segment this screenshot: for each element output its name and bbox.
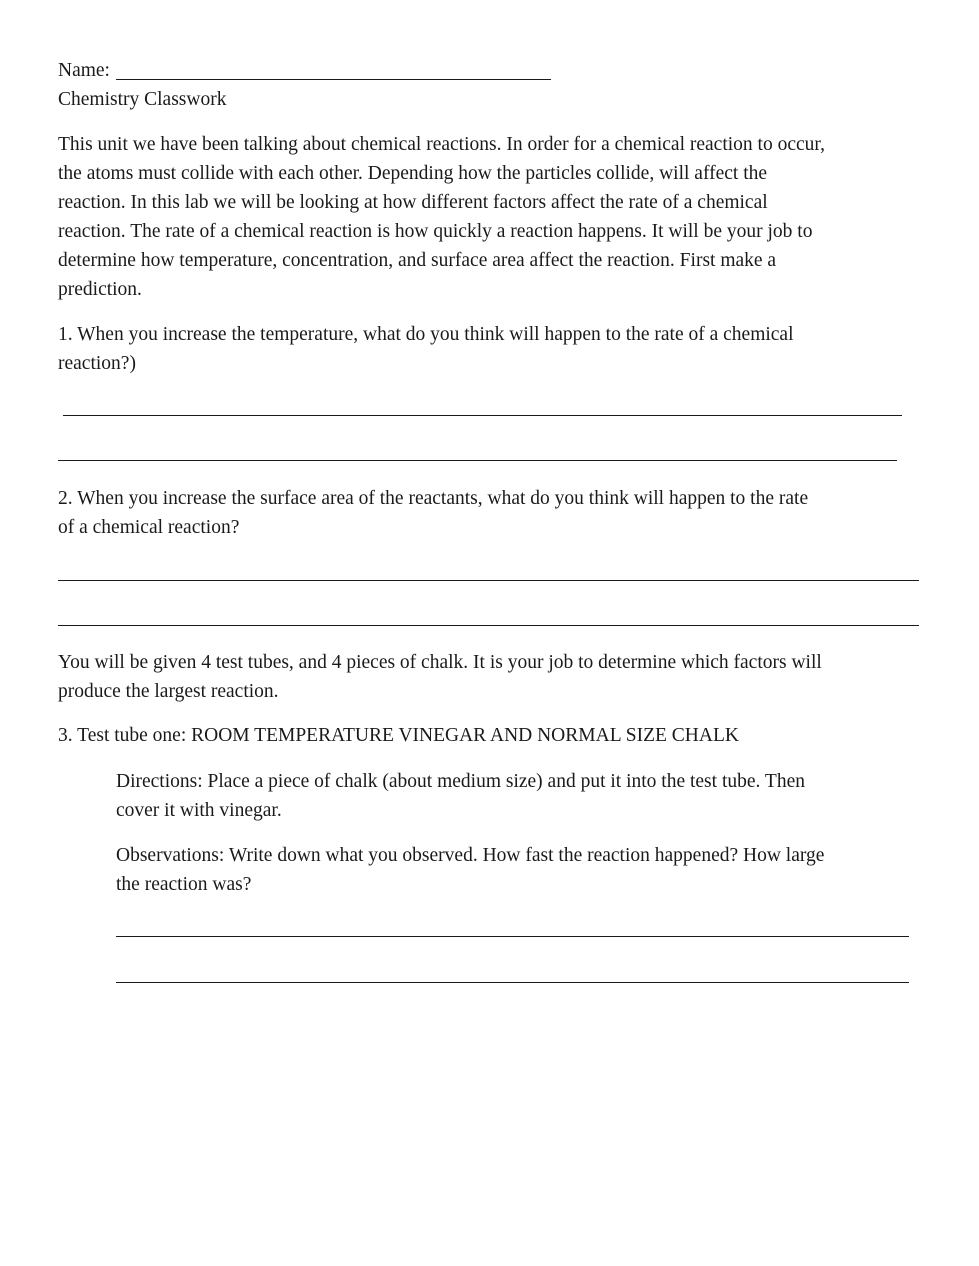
directions-line: cover it with vinegar. (116, 800, 282, 821)
intro-line: determine how temperature, concentration, and surface area affect the reaction. First make a (58, 250, 777, 271)
question-1-line: reaction?) (58, 353, 136, 374)
intro-line: the atoms must collide with each other. Depending how the particles collide, will affect the (58, 163, 768, 184)
directions-line: Directions: Place a piece of chalk (about medium size) and put it into the test tube. Then (116, 771, 805, 792)
question-1-answer-line[interactable] (58, 460, 897, 461)
question-2-answer-line[interactable] (58, 625, 919, 626)
question-2-line: 2. When you increase the surface area of the reactants, what do you think will happen to the rate (58, 488, 809, 509)
materials-line: You will be given 4 test tubes, and 4 pieces of chalk. It is your job to determine which factors will (58, 652, 822, 673)
question-2-line: of a chemical reaction? (58, 517, 240, 538)
name-label: Name: (58, 60, 110, 81)
intro-line: This unit we have been talking about chemical reactions. In order for a chemical reaction to occur, (58, 134, 825, 155)
question-1-line: 1. When you increase the temperature, what do you think will happen to the rate of a chemical (58, 324, 794, 345)
materials-line: produce the largest reaction. (58, 681, 279, 702)
observations-answer-line[interactable] (116, 936, 909, 937)
name-input-line[interactable] (116, 79, 551, 80)
test-tube-one-heading: 3. Test tube one: ROOM TEMPERATURE VINEGAR AND NORMAL SIZE CHALK (58, 725, 739, 746)
intro-line: prediction. (58, 279, 142, 300)
observations-line: Observations: Write down what you observed. How fast the reaction happened? How large (116, 845, 825, 866)
intro-line: reaction. In this lab we will be looking at how different factors affect the rate of a chemical (58, 192, 768, 213)
question-2-answer-line[interactable] (58, 580, 919, 581)
question-1-answer-line[interactable] (63, 415, 902, 416)
worksheet-subtitle: Chemistry Classwork (58, 89, 227, 110)
observations-line: the reaction was? (116, 874, 252, 895)
observations-answer-line[interactable] (116, 982, 909, 983)
intro-line: reaction. The rate of a chemical reaction is how quickly a reaction happens. It will be your job to (58, 221, 813, 242)
